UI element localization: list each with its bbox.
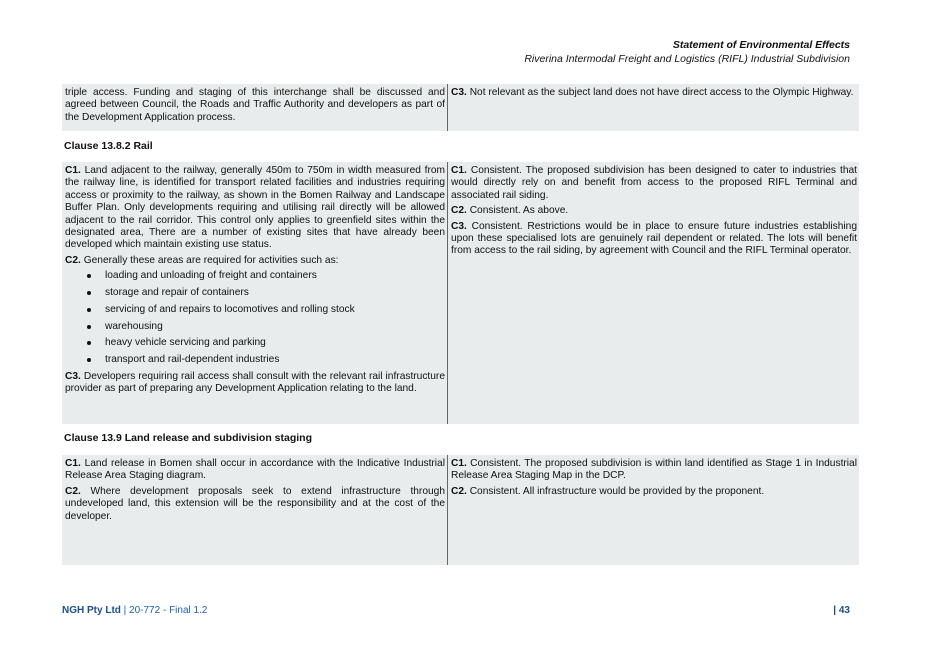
requirement-c1 (65, 165, 445, 252)
table-cell-requirement (62, 162, 448, 424)
table-cell-response (448, 84, 859, 131)
requirement-text: Land adjacent to the railway, generally 450m to 750m in width measured from the railway line, is identified for transport related facilities and industries requiring access or proximity to the railway, as shown in the Bomen Railway and Landscape Buffer Plan. Only developments requiring and utilising rail directly will be allowed adjacent to the rail corridor. This control only applies to greenfield sites within the designated area, There are a number of existing sites that have already been developed which maintain existing use status. (65, 165, 445, 251)
requirement-c1 (65, 458, 445, 483)
response-c1 (451, 458, 857, 483)
requirement-c2 (65, 255, 445, 267)
table-row-continued (62, 84, 859, 131)
clause-label: C3. (451, 220, 467, 232)
page-number: | 43 (833, 605, 850, 616)
footer-reference (62, 605, 207, 616)
list-item: storage and repair of containers (65, 287, 445, 299)
clause-label: C1. (65, 458, 81, 469)
clause-label: C2. (65, 485, 81, 497)
clause-label: C2. (65, 254, 81, 266)
clause-label: C1. (451, 458, 467, 469)
response-text: Consistent. Restrictions would be in place to ensure future industries establishing upon these specialised lots are genuinely rail dependent or related. The lots will benefit from access to the rail siding, by agreement with Council and the RIFL Terminal operator. (451, 220, 857, 257)
clause-label: C2. (451, 205, 467, 217)
list-item: servicing of and repairs to locomotives and rolling stock (65, 304, 445, 316)
requirement-text: Developers requiring rail access shall consult with the relevant rail infrastructure provider as part of preparing any Development Application relating to the land. (65, 371, 445, 395)
clause-heading-land-release: Clause 13.9 Land release and subdivision staging (64, 432, 312, 444)
response-c2 (451, 486, 857, 498)
list-item: warehousing (65, 321, 445, 333)
list-item: transport and rail-dependent industries (65, 354, 445, 366)
requirement-c3 (65, 371, 445, 396)
clause-label: C1. (65, 165, 81, 176)
list-item: loading and unloading of freight and containers (65, 270, 445, 282)
response-c1 (451, 165, 857, 202)
list-item: heavy vehicle servicing and parking (65, 337, 445, 349)
response-c2 (451, 205, 857, 217)
page-footer (62, 605, 850, 616)
clause-label: C3. (451, 87, 467, 98)
document-title: Statement of Environmental Effects (672, 39, 850, 51)
requirement-text: Generally these areas are required for activities such as: (80, 254, 339, 266)
response-text: Not relevant as the subject land does not have direct access to the Olympic Highway. (466, 87, 854, 98)
table-cell-response (448, 162, 859, 424)
table-cell-requirement (62, 84, 448, 131)
requirement-text: Land release in Bomen shall occur in accordance with the Indicative Industrial Release Area Staging diagram. (65, 458, 445, 482)
table-row-land-release (62, 455, 859, 565)
page-header (524, 38, 850, 66)
requirement-text: Where development proposals seek to extend infrastructure through undeveloped land, this extension will be the responsibility and at the cost of the developer. (65, 485, 445, 522)
clause-label: C1. (451, 165, 467, 176)
table-row-rail (62, 162, 859, 424)
document-subtitle: Riverina Intermodal Freight and Logistics (RIFL) Industrial Subdivision (524, 53, 850, 65)
requirement-c2 (65, 486, 445, 523)
response-text: Consistent. The proposed subdivision has been designed to cater to industries that would directly rely on and benefit from access to the proposed RIFL Terminal and associated rail siding. (451, 165, 857, 201)
response-c3 (451, 87, 857, 99)
response-c3 (451, 221, 857, 258)
clause-label: C3. (65, 371, 81, 383)
document-ref: | 20-772 - Final 1.2 (120, 605, 208, 616)
activities-list (65, 270, 445, 366)
table-cell-response (448, 455, 859, 565)
response-text: Consistent. As above. (466, 205, 569, 217)
response-text: Consistent. All infrastructure would be provided by the proponent. (466, 485, 765, 497)
table-cell-requirement (62, 455, 448, 565)
requirement-text: triple access. Funding and staging of this interchange shall be discussed and agreed between Council, the Roads and Traffic Authority and developers as part of the Development Application process. (65, 87, 445, 123)
response-text: Consistent. The proposed subdivision is within land identified as Stage 1 in Industrial Release Area Staging Map in the DCP. (451, 458, 857, 482)
company-name: NGH Pty Ltd (62, 605, 121, 616)
clause-heading-rail: Clause 13.8.2 Rail (64, 140, 153, 152)
clause-label: C2. (451, 485, 467, 497)
